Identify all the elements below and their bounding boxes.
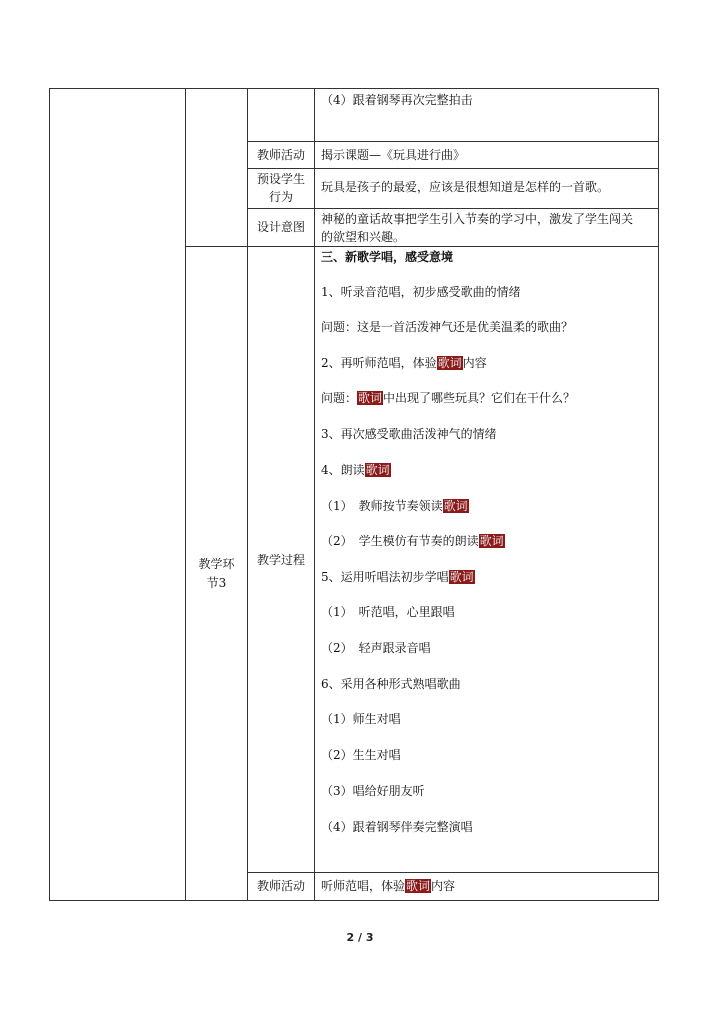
process-line [321,389,575,407]
process-line [321,532,505,550]
table-border-top [49,88,659,89]
lyrics-highlight: 歌词 [479,534,504,548]
lyrics-highlight: 歌词 [365,463,390,477]
teacher-activity-text: 揭示课题—《玩具进行曲》 [321,148,466,162]
lyrics-highlight: 歌词 [358,391,383,405]
row-divider [247,168,659,169]
step-text: （4）跟着钢琴再次完整拍击 [321,93,473,107]
teacher-activity-label: 教师活动 [256,879,305,893]
process-line: （4）跟着钢琴伴奏完整演唱 [321,820,473,834]
text: 听师范唱，体验 [321,879,406,893]
process-line: 6、采用各种形式熟唱歌曲 [321,677,461,691]
process-line: （2）生生对唱 [321,748,401,762]
process-line: （1）师生对唱 [321,712,401,726]
process-line [321,461,391,479]
lyrics-highlight: 歌词 [437,356,462,370]
row-divider [247,208,659,209]
table-border-right [658,88,659,901]
section-heading: 三、新歌学唱，感受意境 [321,250,454,264]
process-line [321,568,475,586]
design-text-line2: 的欲望和兴趣。 [321,230,406,244]
table-border-left [49,88,50,901]
column-divider-3 [314,88,315,901]
preset-text: 玩具是孩子的最爱，应该是很想知道是怎样的一首歌。 [321,180,610,194]
design-text-line1: 神秘的童话故事把学生引入节奏的学习中，激发了学生闯关 [321,212,634,226]
process-line: （3）唱给好朋友听 [321,784,425,798]
text: （2） 学生模仿有节奏的朗读 [321,534,479,548]
process-line: （2） 轻声跟录音唱 [321,641,431,655]
process-line [321,354,487,372]
process-line [321,497,469,515]
row-divider [185,246,659,247]
text: 2、再听师范唱，体验 [321,356,437,370]
text: 中出现了哪些玩具？它们在干什么？ [383,391,576,405]
text: 问题： [321,391,358,405]
column-divider-2 [247,88,248,901]
teacher-activity-label: 教师活动 [256,148,305,162]
row-divider [247,872,659,873]
process-label: 教学过程 [256,553,305,567]
text: 4、朗读 [321,463,365,477]
lyrics-highlight: 歌词 [449,570,474,584]
preset-label-line1: 预设学生 [256,172,305,186]
lyrics-highlight: 歌词 [443,499,468,513]
preset-label-line2: 行为 [268,190,293,204]
text: 内容 [431,879,456,893]
process-line: （1） 听范唱，心里跟唱 [321,605,455,619]
process-line: 问题：这是一首活泼神气还是优美温柔的歌曲？ [321,320,574,334]
process-line: 1、听录音范唱，初步感受歌曲的情绪 [321,285,521,299]
teacher-activity-text [321,877,455,895]
row-divider [247,141,659,142]
page-number: 2 / 3 [346,931,374,944]
stage-label-line1: 教学环 [198,557,235,571]
column-divider-1 [185,88,186,901]
stage-label-line2: 节3 [206,576,227,590]
process-line: 3、再次感受歌曲活泼神气的情绪 [321,427,497,441]
text: （1） 教师按节奏领读 [321,499,443,513]
lyrics-highlight: 歌词 [406,879,431,893]
text: 内容 [462,356,487,370]
design-label: 设计意图 [256,220,305,234]
text: 5、运用听唱法初步学唱 [321,570,449,584]
table-border-bottom [49,900,659,901]
